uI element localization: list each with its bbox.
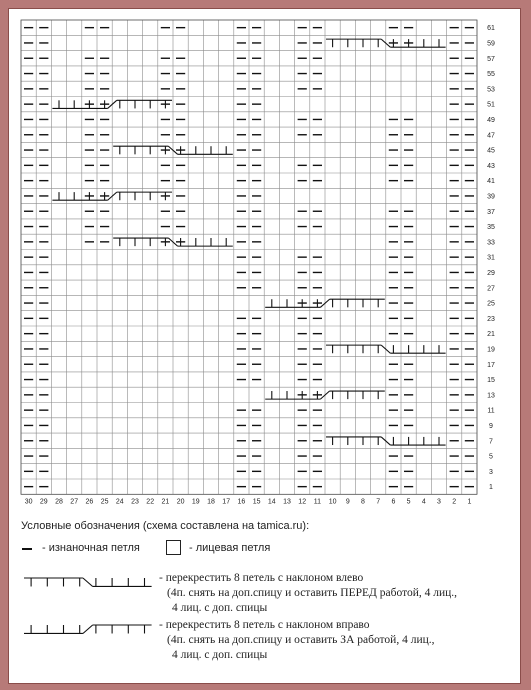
legend-right-cross: - перекрестить 8 петель с наклоном вправо [159,619,370,631]
row-label: 59 [487,40,495,48]
row-label: 37 [487,208,495,216]
row-label: 19 [487,346,495,354]
legend-title: Условные обозначения (схема составлена на tamica.ru): [21,520,310,532]
col-label: 10 [328,498,337,506]
col-label: 14 [267,498,276,506]
col-label: 16 [237,498,246,506]
col-label: 25 [100,498,109,506]
row-label: 27 [487,285,495,293]
col-label: 8 [361,498,365,506]
col-label: 21 [161,498,170,506]
row-label: 39 [487,193,495,201]
row-label: 23 [487,315,495,323]
row-label: 25 [487,300,495,308]
col-label: 19 [191,498,200,506]
row-label: 43 [487,162,495,170]
col-label: 20 [176,498,185,506]
col-label: 29 [39,498,48,506]
col-label: 5 [406,498,411,506]
col-label: 27 [70,498,79,506]
legend-left-note-1: (4п. снять на доп.спицу и оставить ПЕРЕД работой, 4 лиц., [167,587,458,599]
row-label: 45 [487,147,495,155]
knit-symbol-icon [166,540,181,555]
legend-cable-right [24,625,152,633]
row-label: 1 [489,484,493,492]
row-label: 3 [489,468,493,476]
row-label: 47 [487,132,495,140]
row-label: 53 [487,86,495,94]
legend-left-note-2: 4 лиц. с доп. спицы [172,602,268,614]
col-label: 12 [298,498,307,506]
col-label: 17 [222,498,231,506]
left-cross-symbol-icon [22,574,157,590]
row-label: 5 [489,453,493,461]
legend-right-note-1: (4п. снять на доп.спицу и оставить ЗА работой, 4 лиц., [167,634,435,646]
row-label: 21 [487,331,495,339]
col-label: 3 [437,498,441,506]
legend-knit: - лицевая петля [189,542,271,554]
legend-right-note-2: 4 лиц. с доп. спицы [172,649,268,661]
col-label: 11 [313,498,322,506]
right-cross-symbol-icon [22,621,157,637]
col-label: 9 [345,498,350,506]
col-label: 2 [452,498,457,506]
row-label: 13 [487,392,495,400]
row-label: 7 [489,438,493,446]
row-label: 9 [489,422,493,430]
col-label: 28 [55,498,63,506]
row-label: 29 [487,269,495,277]
chart-sheet [8,8,521,684]
legend-cable-left [24,578,152,586]
col-label: 13 [283,498,291,506]
row-label: 31 [487,254,495,262]
row-label: 51 [487,101,495,109]
col-label: 23 [131,498,139,506]
row-label: 57 [487,55,495,63]
legend-purl: - изнаночная петля [42,542,140,554]
col-label: 4 [421,498,426,506]
col-label: 1 [467,498,472,506]
purl-symbol-icon [22,548,32,550]
col-label: 22 [146,498,155,506]
row-label: 41 [487,178,495,186]
col-label: 18 [207,498,215,506]
col-label: 26 [85,498,94,506]
row-label: 11 [487,407,495,415]
row-label: 33 [487,239,495,247]
row-label: 35 [487,224,495,232]
col-label: 15 [252,498,261,506]
col-label: 6 [391,498,396,506]
row-label: 17 [487,361,495,369]
col-label: 24 [115,498,124,506]
col-label: 30 [24,498,33,506]
row-label: 55 [487,71,495,79]
col-label: 7 [376,498,381,506]
row-label: 61 [487,25,495,33]
legend-left-cross: - перекрестить 8 петель с наклоном влево [159,572,364,584]
row-label: 49 [487,116,495,124]
row-label: 15 [487,377,495,385]
